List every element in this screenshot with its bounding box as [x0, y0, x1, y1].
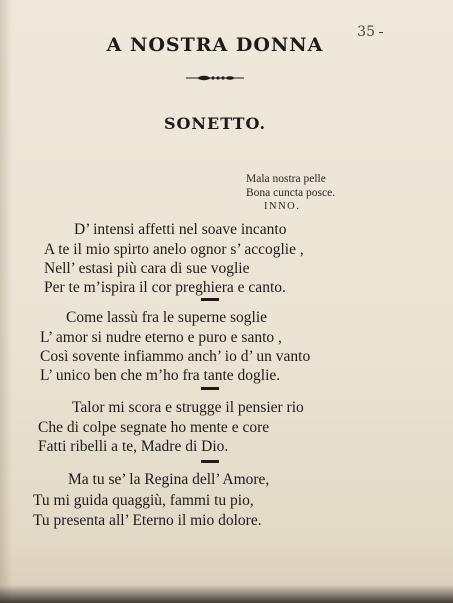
- verse-line: Che di colpe segnate ho mente e core: [38, 419, 270, 436]
- verse-line: Ma tu se’ la Regina dell’ Amore,: [68, 471, 270, 488]
- verse-line: Tu mi guida quaggiù, fammi tu pio,: [33, 492, 254, 509]
- stanza-separator: [201, 460, 219, 463]
- verse-line: Fatti ribelli a te, Madre di Dio.: [38, 438, 229, 455]
- verse-line: D’ intensi affetti nel soave incanto: [74, 221, 287, 238]
- verse-line: Talor mi scora e strugge il pensier rio: [72, 399, 304, 416]
- stanza-separator: [201, 298, 219, 301]
- epigraph-line: Mala nostra pelle: [246, 173, 326, 185]
- verse-line: Tu presenta all’ Eterno il mio dolore.: [33, 512, 262, 529]
- page-edge-shadow: [0, 585, 453, 603]
- verse-line: Per te m’ispira il cor preghiera e canto.: [44, 279, 286, 296]
- poem-subtitle: SONETTO.: [163, 114, 267, 133]
- verse-line: L’ amor si nudre eterno e puro e santo ,: [40, 329, 282, 346]
- verse-line: Come lassù fra le superne soglie: [66, 309, 268, 326]
- verse-line: A te il mio spirto anelo ognor s’ accoglie ,: [44, 241, 304, 258]
- epigraph-source: INNO.: [264, 201, 301, 212]
- epigraph-line: Bona cuncta posce.: [246, 187, 336, 199]
- verse-line: Nell’ estasi più cara di sue voglie: [44, 260, 250, 277]
- verse-line: Così sovente infiammo anch’ io d’ un vanto: [40, 348, 311, 365]
- poem-title: A NOSTRA DONNA: [106, 34, 324, 56]
- verse-line: L’ unico ben che m’ho fra tante doglie.: [40, 367, 281, 384]
- stanza-separator: [201, 387, 219, 390]
- page-number: 35: [357, 24, 375, 40]
